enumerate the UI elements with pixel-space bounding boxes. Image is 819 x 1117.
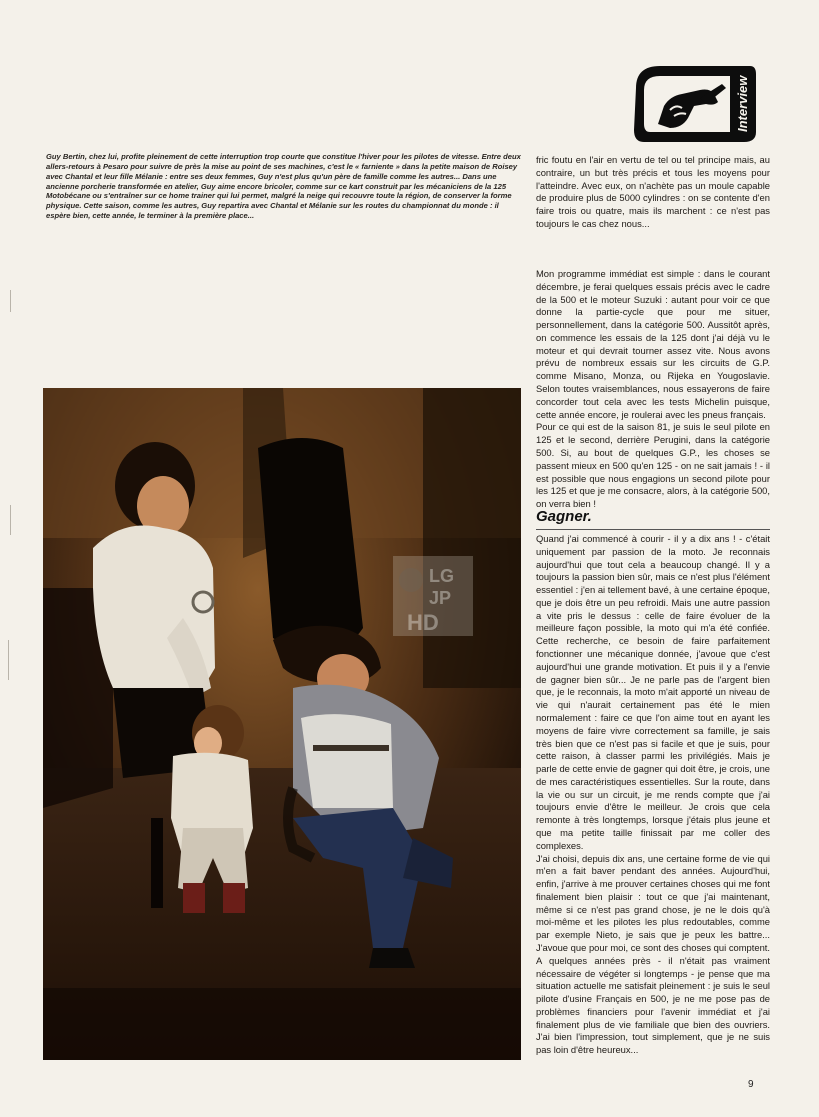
- paragraph: J'ai choisi, depuis dix ans, une certaine forme de vie qui m'en a fait baver pendant des années. Aujourd'hui, enfin, j'arrive à me prouver certaines choses qui me font finalement bien plaisir : tout ce que j'ai maintenant, même si ce n'est pas grand chose, je ne le dois qu'à moi-même et les pilotes les plus redoutables, comme par exemple Nieto, je sais que je peux les battre... J'avoue que pour moi, ce sont des choses qui comptent. A quelques années près - il n'était pas vraiment nécessaire de végéter si longtemps - je pense que ma situation actuelle me satisfait pleinement : je suis le seul pilote d'usine Français en 500, je ne me pose pas de problèmes financiers pour l'avenir immédiat et j'ai finalement plus de vie familiale que bien des ouvriers. J'ai bien l'impression, tout simplement, que je ne suis pas loin d'être heureux...: [536, 852, 770, 1056]
- text-column-middle: [536, 268, 770, 511]
- text-column-top: fric foutu en l'air en vertu de tel ou tel principe mais, au contraire, un but très précis et tous les moyens pour l'atteindre. Avec eux, on n'achète pas un moule capable de produire plus de 5000 cylindres : on se contente d'en faire trois ou quatre, mais ils marchent : ce n'est pas toujours le cas chez nous...: [536, 154, 770, 229]
- family-photo: [43, 388, 521, 1060]
- margin-mark: [10, 290, 11, 312]
- photo-caption: Guy Bertin, chez lui, profite pleinement de cette interruption trop courte que constitue l'hiver pour les pilotes de vitesse. Entre deux allers-retours à Pesaro pour suivre de près la mise au point de ses machines, c'est le « farniente » dans la petite maison de Roisey avec Chantal et leur fille Mélanie : entre ses deux femmes, Guy n'est plus qu'un père de famille comme les autres... Dans une ancienne porcherie transformée en atelier, Guy aime encore bricoler, comme sur ce kart construit par les mécaniciens de la 125 Motobécane ou s'entraîner sur ce home trainer qui lui permet, malgré la neige qui recouvre toute la région, de conserver la forme physique. Cette saison, comme les autres, Guy repartira avec Chantal et Mélanie sur les routes du championnat du monde : il espère bien, cette année, le terminer à la première place...: [46, 152, 521, 221]
- interview-logo: [630, 62, 760, 146]
- page-number: 9: [748, 1079, 754, 1090]
- watermark-line-3: HD: [407, 610, 439, 635]
- watermark-line-1: LG: [429, 566, 454, 586]
- section-heading: Gagner.: [536, 508, 770, 530]
- interview-logo-label: Interview: [735, 75, 750, 132]
- text-column-bottom: [536, 533, 770, 1057]
- margin-mark: [10, 505, 11, 535]
- margin-mark: [8, 640, 9, 680]
- paragraph: Pour ce qui est de la saison 81, je suis le seul pilote en 125 et le second, derrière Perugini, dans la catégorie 500. Si, au bout de quelques G.P., les choses se passent mieux en 500 qu'en 125 - on ne sait jamais ! - il est possible que nous engagions un second pilote pour les 125 et que je me consacre, alors, à la catégorie 500, on verra bien !: [536, 421, 770, 510]
- paragraph: Mon programme immédiat est simple : dans le courant décembre, je ferai quelques essais précis avec le cadre de la 500 et le moteur Suzuki : autant pour voir ce que donne la partie-cycle que pour me situer, personnellement, dans la catégorie 500. Aussitôt après, on commence les essais de la 125 dont j'ai déjà vu le moteur et qui devrait tourner assez vite. Nous avons prévu de nombreux essais sur les circuits de G.P. comme Misano, Monza, ou Rijeka en Yougoslavie. Selon toutes vraisemblances, nous essayerons de faire concorder tout cela avec les tests Michelin puisque, cette année encore, je roulerai avec les pneus français.: [536, 268, 770, 420]
- paragraph: Quand j'ai commencé à courir - il y a dix ans ! - c'était uniquement par passion de la moto. Je reconnais aujourd'hui que tout cela a beaucoup changé. Il y a toujours la passion bien sûr, mais ce n'est plus l'élément essentiel : j'en ai tellement bavé, à une certaine époque, que je dois être un peu refroidi. Mais une autre passion a vite pris le dessus : celle de faire évoluer de la meilleure façon possible, la moto qui m'a été confiée. Cette recherche, ce besoin de faire parfaitement fonctionner une mécanique donnée, j'avoue que c'est aujourd'hui une grande motivation. Et puis il y a l'envie de gagner bien sûr... Je ne parle pas de l'argent bien que, je le reconnais, la moto m'ait apporté un niveau de vie qui n'aurait certainement pas été le mien normalement : faire ce que l'on aime tout en ayant les moyens de faire vivre correctement sa famille, je sais très bien que ce n'est pas si facile et que je suis, pour cette raison, à classer parmi les privilégiés. Mais je parle de cette envie de gagner qui doit être, je crois, une de mes caractéristiques essentielles. Sur la route, dans la vie ou sur un circuit, je me rends compte que j'ai toujours envie d'être le meilleur. Je crois que cela remonte à très longtemps, lorsque j'étais plus jeune et que ma petite taille finissait par me coller des complexes.: [536, 533, 771, 851]
- watermark-line-2: JP: [429, 588, 452, 608]
- watermark: [393, 556, 473, 636]
